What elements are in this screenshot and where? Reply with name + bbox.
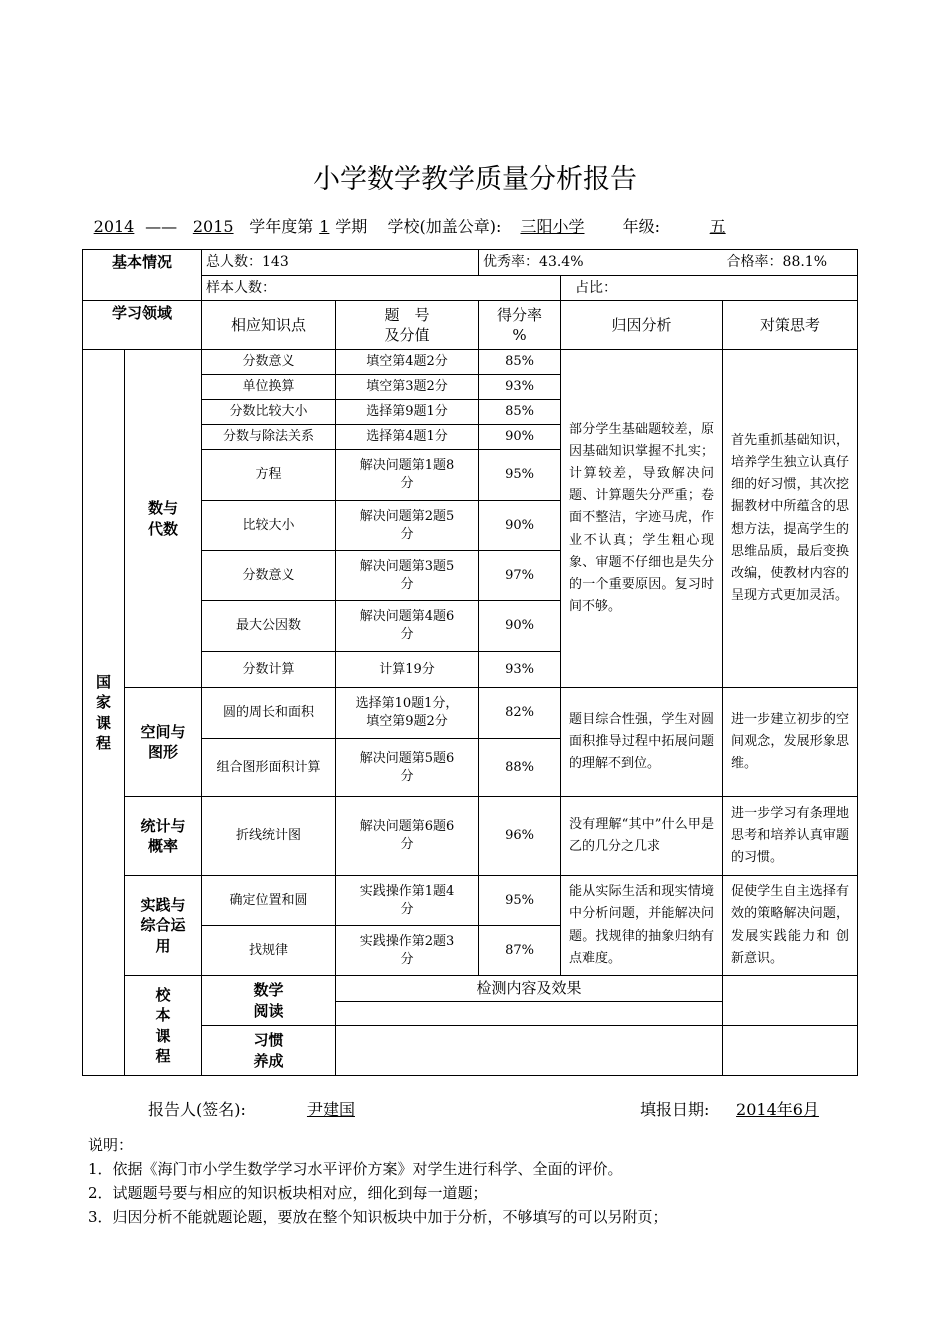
- strategy-cell: 促使学生自主选择有效的策略解决问题，发展实践能力和 创新意识。: [723, 876, 858, 976]
- year-dash: ——: [145, 217, 178, 236]
- knowledge-cell: 分数比较大小: [202, 400, 336, 425]
- habit-cause-cell[interactable]: [723, 1026, 858, 1076]
- group-label: 统计与 概率: [125, 797, 202, 876]
- habit-label: 习惯 养成: [202, 1026, 336, 1076]
- question-cell: 选择第4题1分: [336, 425, 479, 450]
- score-cell: 96%: [479, 797, 561, 876]
- score-cell: 93%: [479, 375, 561, 400]
- group-label: 数与 代数: [125, 350, 202, 688]
- knowledge-cell: 最大公因数: [202, 601, 336, 652]
- question-cell: 填空第4题2分: [336, 350, 479, 375]
- knowledge-cell: 圆的周长和面积: [202, 688, 336, 739]
- domain-header: 学习领域: [83, 301, 202, 350]
- habit-content-cell[interactable]: [336, 1026, 723, 1076]
- knowledge-cell: 方程: [202, 450, 336, 501]
- strategy-cell: 进一步建立初步的空间观念，发展形象思维。: [723, 688, 858, 797]
- term-label: 学期: [335, 217, 368, 236]
- score-cell: 95%: [479, 450, 561, 501]
- score-cell: 90%: [479, 601, 561, 652]
- question-cell: 计算19分: [336, 652, 479, 688]
- question-cell: 填空第3题2分: [336, 375, 479, 400]
- sample-ratio: 占比：: [561, 276, 858, 301]
- sample-count: 样本人数：: [202, 276, 561, 301]
- question-cell: 解决问题第6题6分: [336, 797, 479, 876]
- report-meta-line: [88, 214, 858, 237]
- cause-cell: 能从实际生活和现实情境中分析问题，并能解决问题。找规律的抽象归纳有点难度。: [561, 876, 723, 976]
- question-cell: 实践操作第1题4分: [336, 876, 479, 926]
- question-cell: 解决问题第1题8分: [336, 450, 479, 501]
- school-field[interactable]: 三阳小学: [520, 217, 585, 236]
- question-cell: 选择第10题1分，填空第9题2分: [336, 688, 479, 739]
- knowledge-cell: 比较大小: [202, 501, 336, 551]
- score-cell: 95%: [479, 876, 561, 926]
- score-cell: 82%: [479, 688, 561, 739]
- knowledge-cell: 分数与除法关系: [202, 425, 336, 450]
- knowledge-cell: 确定位置和圆: [202, 876, 336, 926]
- knowledge-header: 相应知识点: [202, 301, 336, 350]
- grade-label: 年级:: [622, 217, 661, 236]
- group-label: 实践与 综合运 用: [125, 876, 202, 976]
- basic-info-label: 基本情况: [83, 250, 202, 301]
- score-cell: 97%: [479, 551, 561, 601]
- knowledge-cell: 分数意义: [202, 551, 336, 601]
- report-footer: [148, 1097, 858, 1120]
- question-cell: 选择第9题1分: [336, 400, 479, 425]
- year-start-field[interactable]: 2014: [93, 217, 135, 236]
- excellent-rate: 优秀率：43.4%: [479, 250, 723, 276]
- strategy-cell: 进一步学习有条理地思考和培养认真审题的习惯。: [723, 797, 858, 876]
- reading-label: 数学 阅读: [202, 976, 336, 1026]
- content-effect-label: 检测内容及效果: [336, 976, 723, 1002]
- question-cell: 解决问题第4题6分: [336, 601, 479, 652]
- strategy-header: 对策思考: [723, 301, 858, 350]
- reading-cause-cell[interactable]: [723, 976, 858, 1026]
- knowledge-cell: 组合图形面积计算: [202, 739, 336, 797]
- year-end-field[interactable]: 2015: [192, 217, 234, 236]
- score-cell: 85%: [479, 400, 561, 425]
- total-count: 总人数：143: [202, 250, 479, 276]
- score-cell: 88%: [479, 739, 561, 797]
- cause-cell: 题目综合性强，学生对圆面积推导过程中拓展问题的理解不到位。: [561, 688, 723, 797]
- school-curriculum-label: 校 本 课 程: [125, 976, 202, 1076]
- date-label: 填报日期:: [640, 1100, 710, 1119]
- cause-cell: 部分学生基础题较差，原因基础知识掌握不扎实；计算较差，导致解决问题、计算题失分严重；卷面不整洁，字迹马虎，作业不认真；学生粗心现象、审题不仔细也是失分的一个重要原因。复习时间不够。: [561, 350, 723, 688]
- notes-heading: 说明：: [88, 1136, 134, 1154]
- knowledge-cell: 分数计算: [202, 652, 336, 688]
- score-header: 得分率 %: [479, 301, 561, 350]
- note-item: 3．归因分析不能就题论题，要放在整个知识板块中加于分析，不够填写的可以另附页；: [88, 1208, 668, 1226]
- term-field[interactable]: 1: [319, 217, 330, 236]
- score-cell: 87%: [479, 926, 561, 976]
- question-header: 题 号 及分值: [336, 301, 479, 350]
- question-cell: 解决问题第3题5分: [336, 551, 479, 601]
- date-field[interactable]: 2014年6月: [736, 1100, 819, 1119]
- reporter-field[interactable]: 尹建国: [306, 1100, 355, 1119]
- year-label: 学年度第: [249, 217, 314, 236]
- knowledge-cell: 单位换算: [202, 375, 336, 400]
- reading-content-cell[interactable]: [336, 1002, 723, 1026]
- question-cell: 解决问题第5题6分: [336, 739, 479, 797]
- national-curriculum-label: 国 家 课 程: [83, 350, 125, 1076]
- notes-section: [88, 1133, 868, 1229]
- cause-header: 归因分析: [561, 301, 723, 350]
- knowledge-cell: 找规律: [202, 926, 336, 976]
- pass-rate: 合格率：88.1%: [723, 250, 858, 276]
- report-title: 小学数学教学质量分析报告: [313, 164, 637, 195]
- analysis-table: [82, 249, 858, 1076]
- note-item: 1．依据《海门市小学生数学学习水平评价方案》对学生进行科学、全面的评价。: [88, 1160, 623, 1178]
- score-cell: 85%: [479, 350, 561, 375]
- school-label: 学校(加盖公章):: [387, 217, 502, 236]
- score-cell: 90%: [479, 425, 561, 450]
- knowledge-cell: 折线统计图: [202, 797, 336, 876]
- reporter-label: 报告人(签名):: [148, 1100, 246, 1119]
- question-cell: 实践操作第2题3分: [336, 926, 479, 976]
- grade-field[interactable]: 五: [709, 217, 726, 236]
- group-label: 空间与 图形: [125, 688, 202, 797]
- knowledge-cell: 分数意义: [202, 350, 336, 375]
- score-cell: 90%: [479, 501, 561, 551]
- score-cell: 93%: [479, 652, 561, 688]
- cause-cell: 没有理解“其中”什么甲是乙的几分之几求: [561, 797, 723, 876]
- note-item: 2．试题题号要与相应的知识板块相对应，细化到每一道题；: [88, 1184, 488, 1202]
- question-cell: 解决问题第2题5分: [336, 501, 479, 551]
- strategy-cell: 首先重抓基础知识，培养学生独立认真仔细的好习惯，其次挖掘教材中所蕴含的思想方法，提高学生的思维品质，最后变换改编，使教材内容的呈现方式更加灵活。: [723, 350, 858, 688]
